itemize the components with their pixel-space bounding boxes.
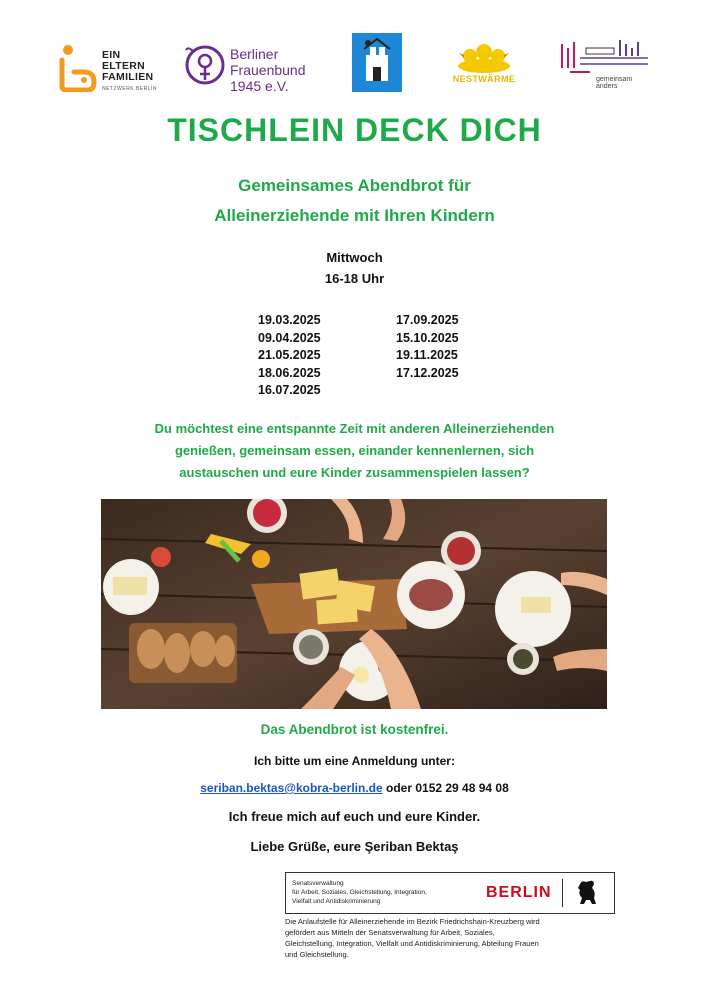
date-item: 21.05.2025 (258, 348, 321, 362)
sponsor-line: für Arbeit, Soziales, Gleichstellung, Integration, (292, 889, 427, 896)
logo-line: 1945 e.V. (230, 78, 289, 94)
question-line: austauschen und eure Kinder zusammenspielen lassen? (179, 465, 530, 480)
food-table-photo (101, 499, 607, 709)
date-item: 17.12.2025 (396, 365, 459, 380)
contact-line (0, 781, 709, 795)
phone-text: oder 0152 29 48 94 08 (382, 781, 509, 795)
date-item: 19.03.2025 (258, 313, 321, 327)
logo-line: EIN (102, 49, 121, 61)
email-link[interactable]: seriban.bektas@kobra-berlin.de (200, 781, 383, 795)
date-item: 19.11.2025 (396, 348, 458, 362)
funding-footnote (285, 916, 625, 960)
date-item: 17.09.2025 (396, 313, 459, 327)
logo-label: NESTWÄRME (452, 74, 516, 84)
footnote-line: Gleichstellung, Integration, Vielfalt und Antidiskriminierung, Abteilung Frauen (285, 939, 539, 948)
question-line: genießen, gemeinsam essen, einander kennenlernen, sich (174, 443, 535, 458)
logo-line: FAMILIEN (102, 71, 154, 83)
sponsor-logo-box (285, 872, 615, 914)
logo-line: anders (596, 83, 618, 90)
logo-line: gemeinsam (596, 76, 633, 83)
frauenbund-emblem-icon (184, 44, 226, 86)
page-title: TISCHLEIN DECK DICH (167, 112, 542, 148)
berlin-wordmark: BERLIN (486, 884, 552, 901)
footnote-line: gefördert aus Mitteln der Senatsverwaltung für Arbeit, Soziales, (285, 928, 495, 937)
district-crest-icon (352, 33, 402, 92)
weekday: Mittwoch (326, 250, 383, 265)
logo-district-crest (352, 33, 402, 92)
logo-nestwaerme (446, 42, 522, 90)
date-item: 15.10.2025 (396, 330, 459, 345)
skyline-icon (560, 38, 650, 78)
logo-gemeinsam-anders (560, 38, 650, 94)
footnote-line: und Gleichstellung. (285, 950, 349, 959)
date-item: 09.04.2025 (258, 330, 321, 345)
registration-note: Ich bitte um eine Anmeldung unter: (254, 754, 455, 768)
logo-line: Frauenbund (230, 62, 306, 78)
time-range: 16-18 Uhr (324, 271, 385, 286)
logo-berliner-frauenbund (184, 40, 324, 94)
footnote-line: Die Anlaufstelle für Alleinerziehende im Bezirk Friedrichshain-Kreuzberg wird (285, 917, 540, 926)
family-icon (58, 42, 98, 92)
greeting-signature: Liebe Grüße, eure Şeriban Bektaş (250, 839, 459, 854)
dates-column-right (396, 312, 459, 382)
logo-ein-eltern-familien (58, 40, 158, 96)
berlin-bear-icon (572, 878, 602, 908)
dates-column-left (258, 312, 321, 400)
logo-line: ELTERN (102, 60, 146, 72)
logo-subline: NETZWERK BERLIN (102, 86, 158, 92)
logo-line: Berliner (230, 46, 279, 62)
subtitle-line-2: Alleinerziehende mit Ihren Kindern (214, 206, 495, 225)
question-line: Du möchtest eine entspannte Zeit mit anderen Alleinerziehenden (154, 421, 555, 436)
invitation-question (0, 418, 709, 484)
date-item: 18.06.2025 (258, 365, 321, 380)
subtitle-line-1: Gemeinsames Abendbrot für (238, 176, 471, 195)
free-note: Das Abendbrot ist kostenfrei. (260, 722, 449, 737)
sponsor-line: Vielfalt und Antidiskriminierung (292, 898, 381, 905)
sponsor-divider (562, 879, 563, 907)
closing-sentence: Ich freue mich auf euch und eure Kinder. (228, 809, 481, 824)
nest-birds-icon (446, 42, 522, 74)
sponsor-department (292, 879, 467, 906)
sponsor-line: Senatsverwaltung (292, 880, 344, 887)
date-item: 16.07.2025 (258, 383, 321, 397)
